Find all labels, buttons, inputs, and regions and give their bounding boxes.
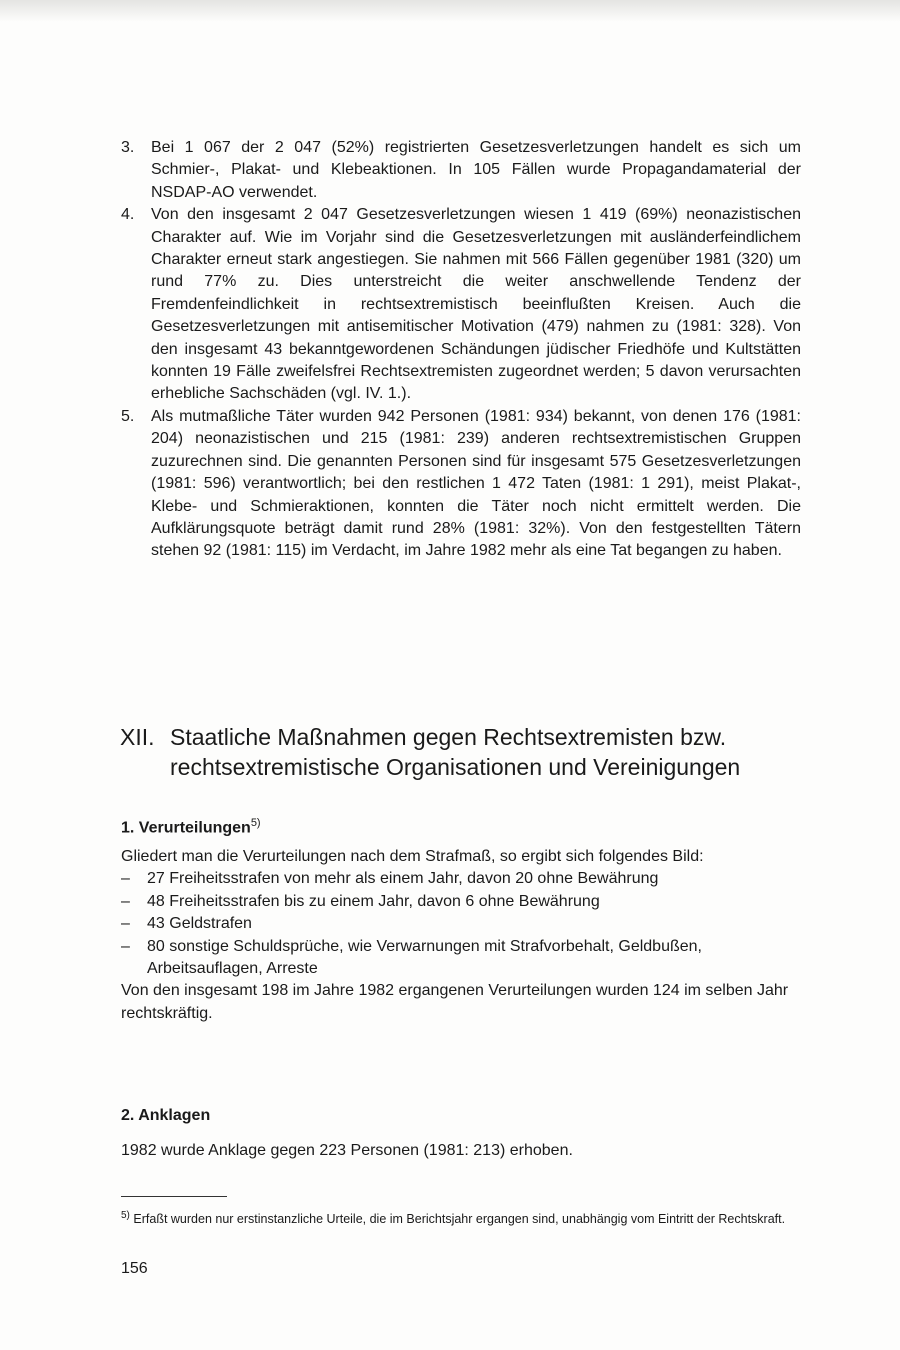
dash-list-text: 48 Freiheitsstrafen bis zu einem Jahr, davon 6 ohne Bewährung	[147, 892, 600, 910]
dash-list-text: 80 sonstige Schuldsprüche, wie Verwarnungen mit Strafvorbehalt, Geldbußen, Arbeitsauflagen, Arreste	[147, 937, 702, 978]
closing-paragraph: Von den insgesamt 198 im Jahre 1982 ergangenen Verurteilungen wurden 124 im selben Jahr rechtskräftig.	[121, 982, 789, 1022]
list-item	[121, 204, 801, 406]
chapter-title: Staatliche Maßnahmen gegen Rechtsextremisten bzw. rechtsextremistische Organisationen und Vereinigungen	[170, 724, 741, 780]
dash-list-item	[121, 936, 801, 981]
list-item	[121, 406, 801, 563]
list-item	[121, 137, 801, 204]
page-number: 156	[121, 1260, 148, 1277]
section-heading-anklagen	[121, 1105, 210, 1127]
footnote-text: Erfaßt wurden nur erstinstanzliche Urteile, die im Berichtsjahr ergangen sind, unabhängig vom Eintritt der Rechtskraft.	[133, 1212, 786, 1227]
footnote-reference: 5)	[250, 817, 261, 829]
dash-list-text: 43 Geldstrafen	[147, 915, 252, 933]
list-item-text: Von den insgesamt 2 047 Gesetzesverletzungen wiesen 1 419 (69%) neonazistischen Charakter auf. Wie im Vorjahr sind die Gesetzesverletzungen mit ausländerfeindlichem Charakter erneut stark angestiegen. Sie nahmen mit 566 Fällen gegenüber 1981 (320) um rund 77% zu. Dies unterstreicht die weiter anschwellende Tendenz der Fremdenfeindlichkeit in rechtsextremistisch beeinflußten Kreisen. Auch die Gesetzesverletzungen mit antisemitischer Motivation (479) nahmen zu (1981: 328). Von den insgesamt 43 bekanntgewordenen Schändungen jüdischer Friedhöfe und Kultstätten konnten 19 Fälle zweifelsfrei Rechtsextremisten zugeordnet werden; 5 davon verursachten erhebliche Sachschäden (vgl. IV. 1.).	[151, 206, 801, 403]
list-item-number: 3.	[121, 139, 135, 156]
section-heading-text: 1. Verurteilungen	[121, 819, 251, 837]
section-body-verurteilungen	[121, 846, 801, 1025]
list-item-text: Bei 1 067 der 2 047 (52%) registrierten Gesetzesverletzungen handelt es sich um Schmier-, Plakat- und Klebeaktionen. In 105 Fällen wurde Propagandamaterial der NSDAP-AO verwendet.	[151, 139, 801, 201]
intro-paragraph: Gliedert man die Verurteilungen nach dem Strafmaß, so ergibt sich folgendes Bild:	[121, 848, 704, 865]
list-item-number: 5.	[121, 407, 135, 425]
dash-list-text: 27 Freiheitsstrafen von mehr als einem Jahr, davon 20 ohne Bewährung	[147, 870, 659, 888]
footnote-mark: 5)	[121, 1210, 130, 1221]
footnote-divider	[121, 1196, 227, 1197]
list-item-text: Als mutmaßliche Täter wurden 942 Personen (1981: 934) bekannt, von denen 176 (1981: 204) neonazistischen und 215 (1981: 239) anderen rechtsextremistischen Gruppen zuzurechnen sind. Die genannten Personen sind für insgesamt 575 Gesetzesverletzungen (1981: 596) verantwortlich; bei den restlichen 1 472 Taten (1981: 1 291), meist Plakat-, Klebe- und Schmieraktionen, konnten die Täter noch nicht ermittelt werden. Die Aufklärungsquote beträgt damit rund 28% (1981: 32%). Von den festgestellten Tätern stehen 92 (1981: 115) im Verdacht, im Jahre 1982 mehr als eine Tat begangen zu haben.	[151, 407, 801, 560]
scan-edge	[0, 0, 900, 22]
dash-list-item	[121, 913, 801, 935]
chapter-heading	[120, 722, 820, 782]
dash-mark: –	[121, 870, 130, 888]
list-item-number: 4.	[121, 206, 135, 224]
section-heading-verurteilungen	[121, 812, 261, 839]
section-body-anklagen	[121, 1140, 801, 1162]
dash-list-item	[121, 868, 801, 890]
dash-mark: –	[121, 937, 130, 955]
dash-list-item	[121, 891, 801, 913]
numbered-list	[121, 137, 801, 563]
dash-mark: –	[121, 892, 130, 910]
footnote	[121, 1207, 811, 1228]
dash-mark: –	[121, 915, 130, 933]
chapter-number: XII.	[120, 724, 155, 750]
anklagen-paragraph: 1982 wurde Anklage gegen 223 Personen (1981: 213) erhoben.	[121, 1142, 573, 1159]
section-heading-text: 2. Anklagen	[121, 1107, 211, 1124]
